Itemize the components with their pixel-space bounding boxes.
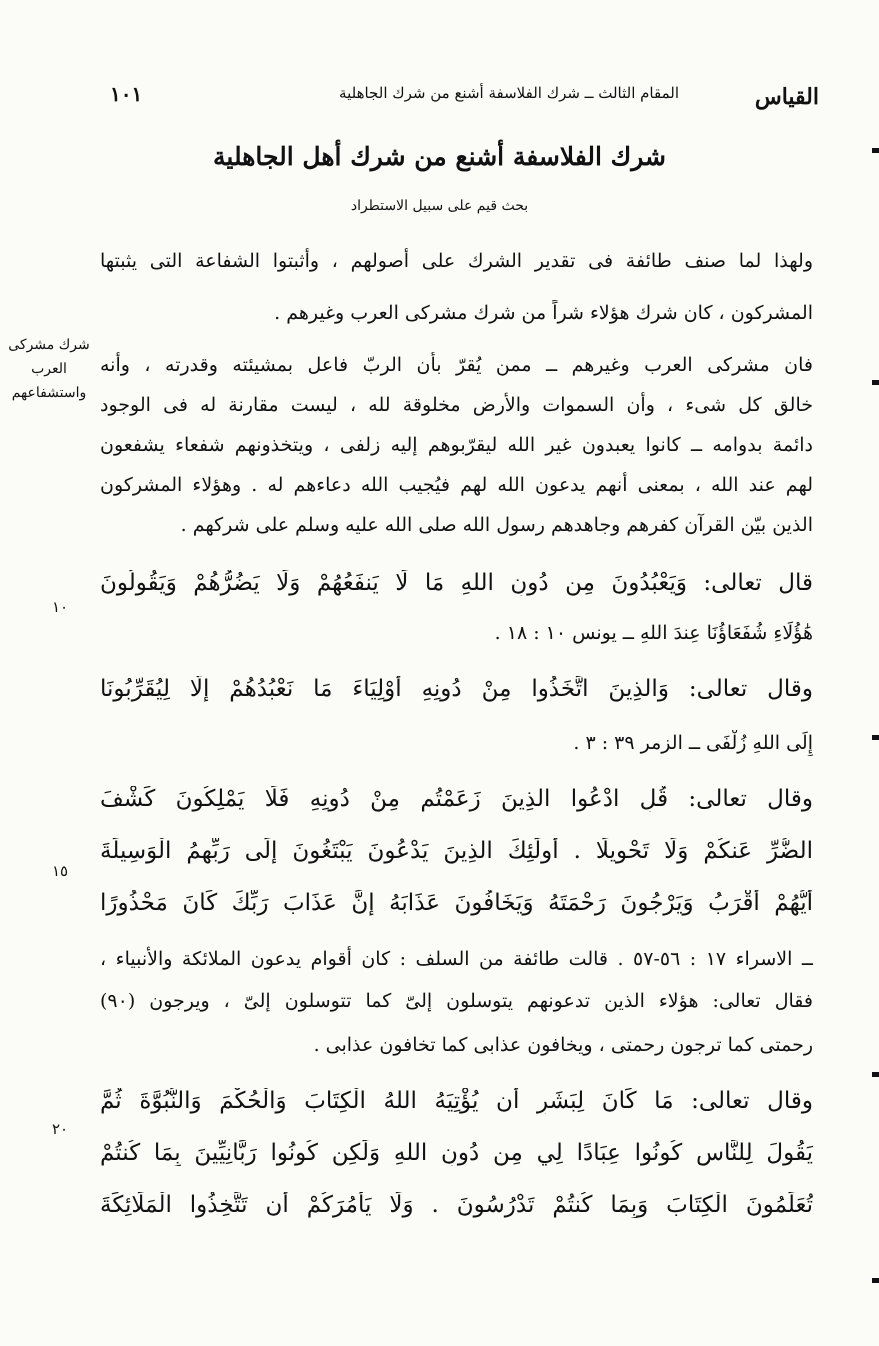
verse-line: وقال تعالى: مَا كَانَ لِبَشَرٍ أَن يُؤْتِيَهُ اللهُ الْكِتَابَ وَالْحُكْمَ وَالنُّبُوَّةَ ثُمَّ xyxy=(100,1088,813,1114)
verse-line: إِلَى اللهِ زُلْفَى ــ الزمر ٣٩ : ٣ . xyxy=(573,732,813,754)
verse-line: الضُّرِّ عَنكُمْ وَلَا تَحْوِيلًا . أُولَٰئِكَ الذِينَ يَدْعُونَ يَبْتَغُونَ إِلَى رَبِّهِمُ الْوَسِيلَةَ xyxy=(100,838,813,864)
text-line: الذين بيّن القرآن كفرهم وجاهدهم رسول الله صلى الله عليه وسلم على شركهم . xyxy=(180,514,813,536)
section-title: شرك الفلاسفة أشنع من شرك أهل الجاهلية xyxy=(213,142,666,171)
margin-note-line: واستشفاعهم xyxy=(11,385,87,401)
page-edge-mark xyxy=(872,148,879,153)
page-edge-mark xyxy=(872,1072,879,1077)
text-line: فقال تعالى: هؤلاء الذين تدعونهم يتوسلون إلىّ كما تتوسلون إلىّ ، ويرجون (٩٠) xyxy=(100,990,813,1012)
text-line: خالق كل شىء ، وأن السموات والأرض مخلوقة لله ، ليست مقارنة له فى الوجود xyxy=(100,394,813,416)
verse-line: أَيُّهُمْ أَقْرَبُ وَيَرْجُونَ رَحْمَتَهُ وَيَخَافُونَ عَذَابَهُ إِنَّ عَذَابَ رَبِّكَ كَانَ مَحْذُورًا xyxy=(100,890,813,916)
verse-line: هَٰؤُلَاءِ شُفَعَاؤُنَا عِندَ اللهِ ــ يونس ١٠ : ١٨ . xyxy=(494,622,813,644)
verse-line: قال تعالى: وَيَعْبُدُونَ مِن دُونِ اللهِ مَا لَا يَنفَعُهُمْ وَلَا يَضُرُّهُمْ وَيَقُولُونَ xyxy=(100,570,813,596)
verse-line: وقال تعالى: وَالذِينَ اتَّخَذُوا مِنْ دُونِهِ أَوْلِيَاءَ مَا نَعْبُدُهُمْ إِلَّا لِيُقَرِّبُونَا xyxy=(100,676,813,702)
text-line: فان مشركى العرب وغيرهم ــ ممن يُقرّ بأن الربّ فاعل بمشيئته وقدرته ، وأنه xyxy=(100,354,813,376)
page-number: ١٠١ xyxy=(110,82,143,106)
text-line: دائمة بدوامه ــ كانوا يعبدون غير الله ليقرّبوهم إليه زلفى ، ويتخذونهم شفعاء يشفعون xyxy=(100,434,813,456)
text-line: ــ الاسراء ١٧ : ٥٦-٥٧ . قالت طائفة من السلف : كان أقوام يدعون الملائكة والأنبياء ، xyxy=(100,948,813,970)
verse-line: وقال تعالى: قُلِ ادْعُوا الذِينَ زَعَمْتُم مِنْ دُونِهِ فَلَا يَمْلِكُونَ كَشْفَ xyxy=(100,786,813,812)
page-edge-mark xyxy=(872,735,879,740)
margin-note-line: شرك مشركى xyxy=(8,337,90,353)
page-edge-mark xyxy=(872,380,879,385)
line-number: ٢٠ xyxy=(52,1120,69,1138)
page-header xyxy=(110,80,819,116)
running-title: القياس xyxy=(754,84,819,110)
section-subtitle: بحث قيم على سبيل الاستطراد xyxy=(350,198,529,214)
verse-line: يَقُولَ لِلنَّاسِ كُونُوا عِبَادًا لِي مِن دُونِ اللهِ وَلَٰكِن كُونُوا رَبَّانِيِّينَ بِمَا كُنتُمْ xyxy=(100,1140,813,1166)
chapter-title: المقام الثالث ــ شرك الفلاسفة أشنع من شرك الجاهلية xyxy=(339,84,679,102)
margin-note xyxy=(6,333,92,405)
verse-line: تُعَلِّمُونَ الْكِتَابَ وَبِمَا كُنتُمْ تَدْرُسُونَ . وَلَا يَأْمُرَكُمْ أَن تَتَّخِذُوا الْمَلَائِكَةَ xyxy=(100,1192,813,1218)
text-line: المشركون ، كان شرك هؤلاء شراً من شرك مشركى العرب وغيرهم . xyxy=(274,302,813,324)
text-line: رحمتى كما ترجون رحمتى ، ويخافون عذابى كما تخافون عذابى . xyxy=(313,1034,813,1056)
margin-note-line: العرب xyxy=(31,361,67,377)
line-number: ١٥ xyxy=(52,862,69,880)
text-line: لهم عند الله ، بمعنى أنهم يدعون الله لهم فيُجيب الله دعاءهم له . وهؤلاء المشركون xyxy=(100,474,813,496)
line-number: ١٠ xyxy=(52,598,69,616)
page-edge-mark xyxy=(872,1278,879,1283)
text-line: ولهذا لما صنف طائفة فى تقدير الشرك على أصولهم ، وأثبتوا الشفاعة التى يثبتها xyxy=(100,250,813,272)
